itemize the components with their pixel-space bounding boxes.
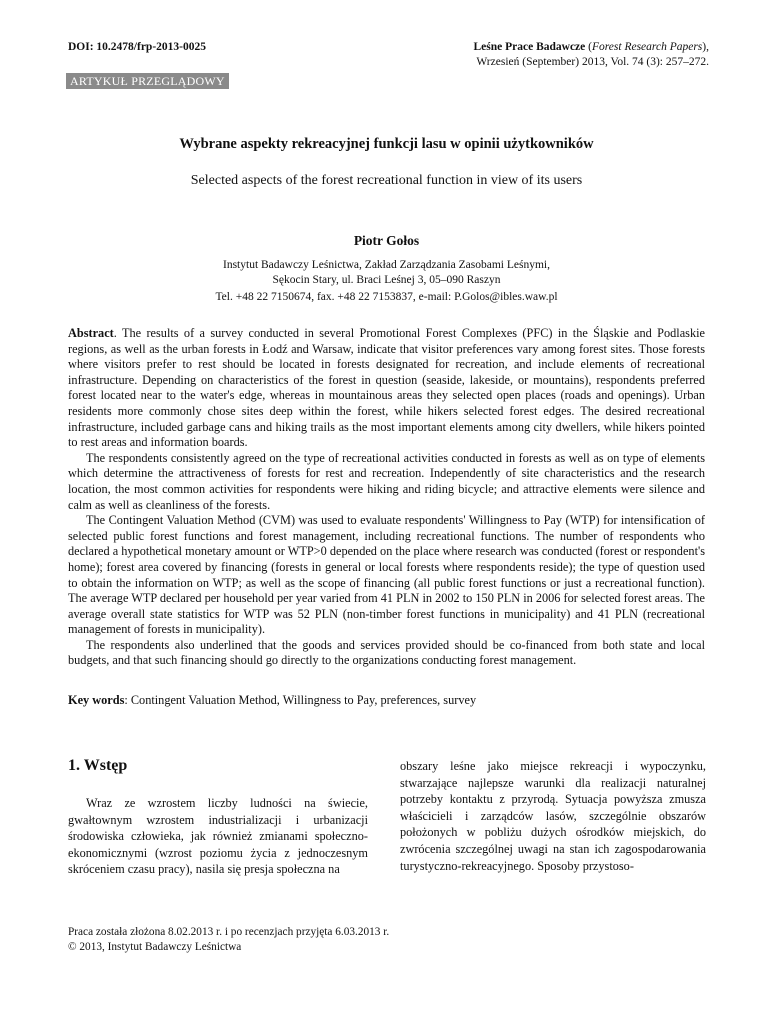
footnote (68, 925, 389, 954)
intro-paragraph-left: Wraz ze wzrostem liczby ludności na świecie, gwałtownym wzrostem industrializacji i urbanizacji środowiska człowieka, jak również zmianami społeczno-ekonomicznymi (wzrost poziomu życia z jednoczesnym skróceniem czasu pracy), nasila się presja społeczna na (68, 796, 368, 877)
body-column-left (68, 757, 368, 878)
affiliation-line-1: Instytut Badawczy Leśnictwa, Zakład Zarządzania Zasobami Leśnymi, (223, 259, 550, 271)
article-type-label: ARTYKUŁ PRZEGLĄDOWY (66, 73, 229, 89)
abstract-paragraph-3: The Contingent Valuation Method (CVM) was used to evaluate respondents' Willingness to Pay (WTP) for intensification of selected public forest functions and forest management, including recreational functions. The number of respondents who declared a hypothetical monetary amount or WTP>0 depended on the place where research was conducted (forest or respondent's home); forest area covered by financing (forests in general or local forests where respondents reside); the type of question used to obtain the information on WTP; as well as the scope of financing (all public forest functions or just a recreational function). The average WTP declared per household per year varied from 41 PLN in 2002 to 150 PLN in 2006 for selected forest areas. The average overall state statistics for WTP was 52 PLN (non-timber forest functions in municipality) and 41 PLN (recreational management of forests in municipality). (68, 513, 705, 637)
journal-line-2: Wrzesień (September) 2013, Vol. 74 (3): 257–272. (476, 56, 709, 68)
author-contact: Tel. +48 22 7150674, fax. +48 22 7153837, e-mail: P.Golos@ibles.waw.pl (215, 291, 558, 303)
title-english: Selected aspects of the forest recreational function in view of its users (190, 173, 583, 188)
affiliation-line-2: Sękocin Stary, ul. Braci Leśnej 3, 05–090 Raszyn (272, 274, 501, 286)
abstract-label: Abstract (68, 326, 114, 340)
journal-line-1: Leśne Prace Badawcze (Forest Research Papers), (473, 41, 709, 53)
body-column-right (400, 758, 706, 874)
title-polish: Wybrane aspekty rekreacyjnej funkcji lasu w opinii użytkowników (179, 136, 594, 152)
journal-name-en: Forest Research Papers (591, 41, 703, 53)
section-heading: 1. Wstęp (68, 757, 128, 774)
footnote-line-2: © 2013, Instytut Badawczy Leśnictwa (68, 940, 242, 953)
author-affiliation (0, 258, 773, 288)
keywords (68, 693, 705, 709)
journal-name: Leśne Prace Badawcze (473, 41, 586, 53)
keywords-text: : Contingent Valuation Method, Willingness to Pay, preferences, survey (124, 693, 477, 707)
abstract-paragraph-1: Abstract. The results of a survey conducted in several Promotional Forest Complexes (PFC) in the Śląskie and Podlaskie regions, as well as the urban forests in Łodź and Warsaw, indicate that visitor preferences vary among forest sites. Those forests where visitors prefer to rest should be located in forests designated for recreation, and include elements of recreational infrastructure. Depending on characteristics of the forest in question (seaside, lakeside, or mountains), respondents preferred forest located near to the water's edge, whereas in mountainous areas they selected open places (roads and openings). Urban residents more commonly chose sites deep within the forest, while hikers selected forest edges. The desired recreational infrastructure, included garbage cans and hiking trails as the most important elements among city dwellers, while hikers pointed to rest areas and information boards. (68, 326, 705, 450)
author-name: Piotr Gołos (353, 233, 420, 248)
journal-citation (473, 40, 709, 70)
abstract-paragraph-4: The respondents also underlined that the goods and services provided should be co-financed from both state and local budgets, and that such financing should go directly to the organizations conducting forest management. (68, 637, 705, 668)
intro-paragraph-right: obszary leśne jako miejsce rekreacji i wypoczynku, stwarzające najlepsze warunki dla realizacji naturalnej potrzeby kontaktu z przyrodą. Sytuacja powyższa zmusza właścicieli i zarządców lasów, szczególnie obszarów położonych w pobliżu dużych ośrodków miejskich, do zwrócenia szczególnej uwagi na stan ich zagospodarowania turystyczno-rekreacyjnego. Sposoby przystoso- (400, 759, 706, 873)
footnote-line-1: Praca została złożona 8.02.2013 r. i po recenzjach przyjęta 6.03.2013 r. (68, 926, 390, 938)
doi-label: DOI: 10.2478/frp-2013-0025 (68, 41, 206, 53)
keywords-label: Key words (68, 693, 125, 707)
abstract-paragraph-2: The respondents consistently agreed on the type of recreational activities conducted in forests as well as on type of elements which determine the attractiveness of forests for rest and recreation. Independently of site characteristics and the research location, the most common activities for respondents were hiking and riding bicycle; and attractive elements were silence and calm as well as cleanliness of the forests. (68, 450, 705, 512)
abstract (68, 326, 705, 669)
